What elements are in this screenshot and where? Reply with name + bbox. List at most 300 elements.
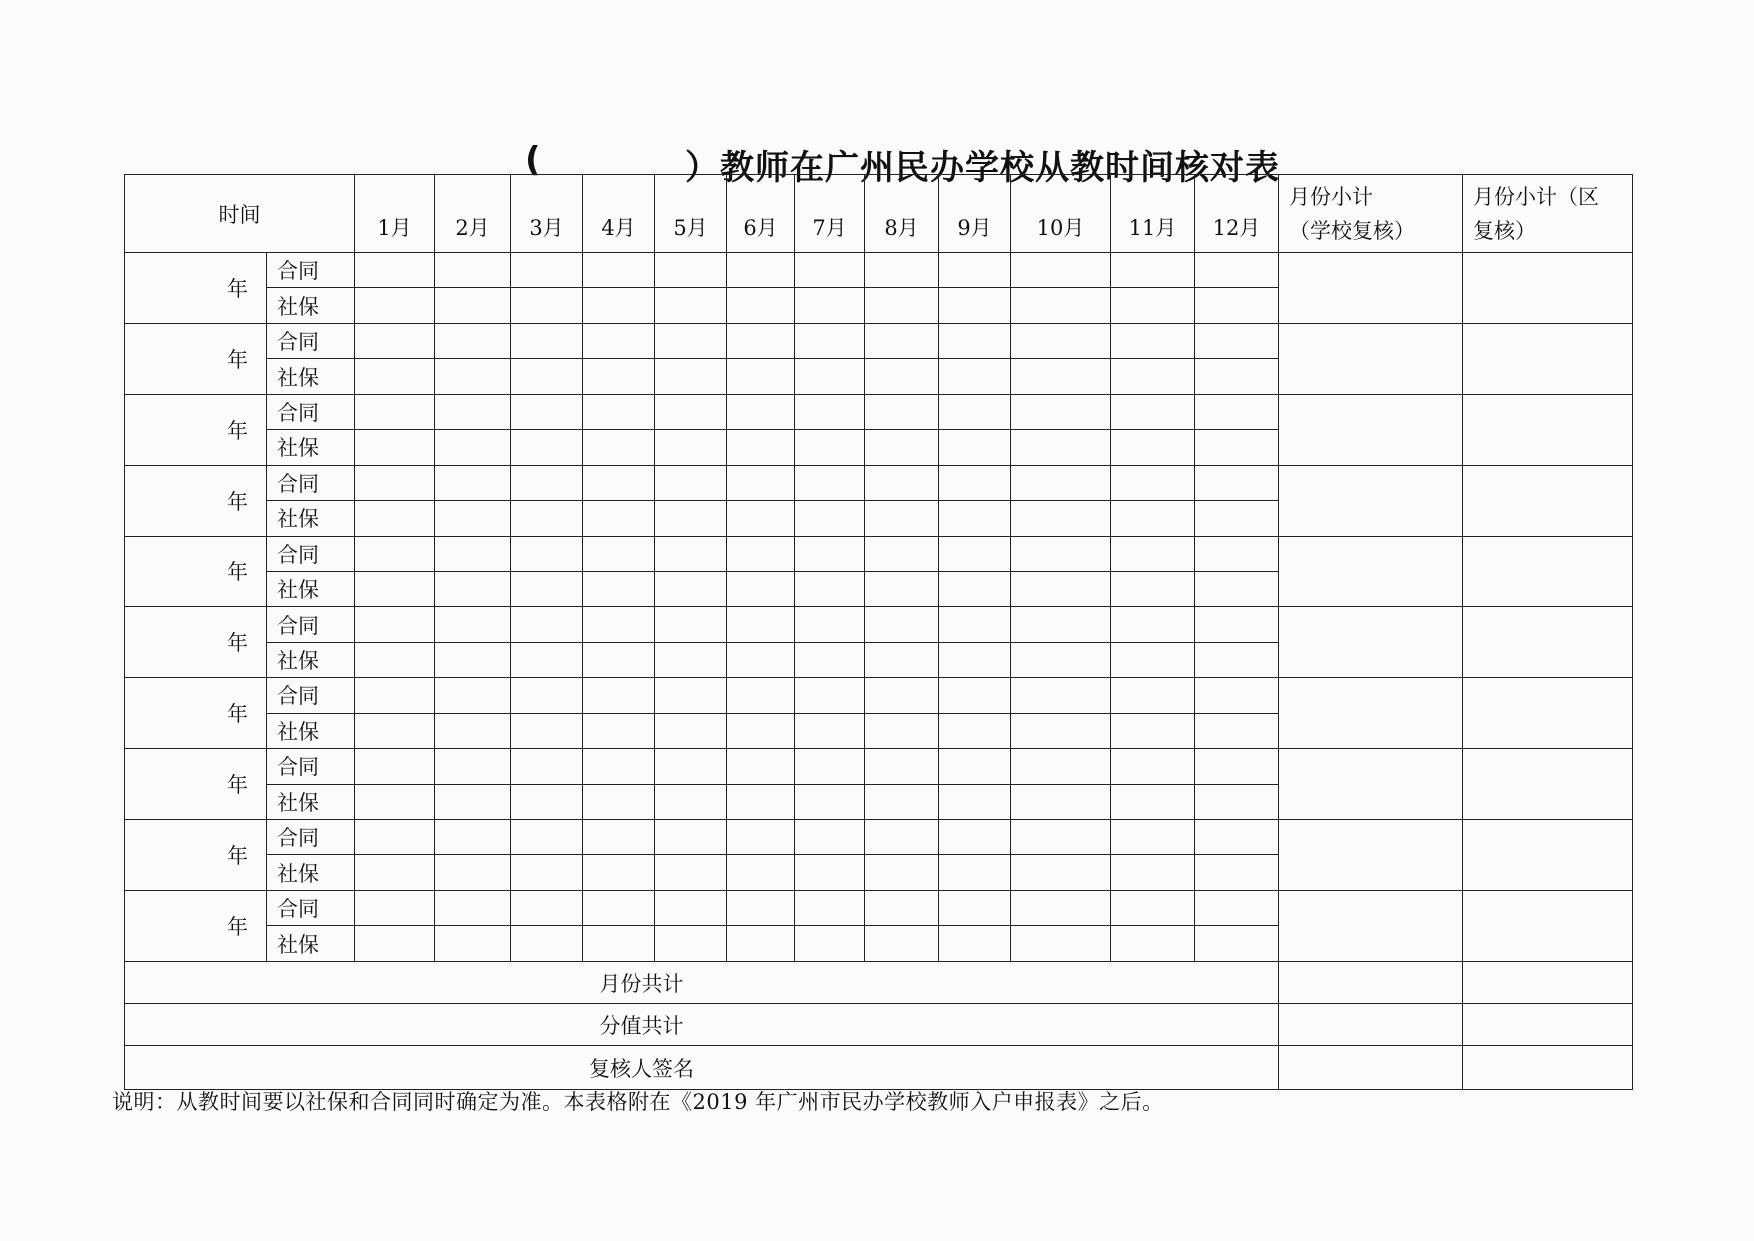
month-cell[interactable]	[727, 501, 795, 536]
month-cell[interactable]	[583, 430, 655, 465]
month-cell[interactable]	[865, 571, 939, 606]
month-cell[interactable]	[355, 642, 435, 677]
month-cell[interactable]	[355, 536, 435, 571]
subtotal-school-cell[interactable]	[1279, 820, 1463, 891]
month-cell[interactable]	[511, 430, 583, 465]
year-cell[interactable]: 年	[125, 465, 267, 536]
month-cell[interactable]	[1111, 288, 1195, 323]
month-cell[interactable]	[865, 678, 939, 713]
month-cell[interactable]	[1111, 323, 1195, 358]
month-cell[interactable]	[511, 926, 583, 962]
month-cell[interactable]	[1011, 253, 1111, 288]
month-cell[interactable]	[435, 642, 511, 677]
year-cell[interactable]: 年	[125, 678, 267, 749]
month-total-label: 月份共计	[125, 962, 1279, 1004]
subtotal-district-cell[interactable]	[1463, 394, 1633, 465]
month-cell[interactable]	[939, 501, 1011, 536]
month-cell[interactable]	[795, 571, 865, 606]
score-total-district-cell[interactable]	[1463, 1004, 1633, 1046]
month-cell[interactable]	[1195, 430, 1279, 465]
month-cell[interactable]	[655, 926, 727, 962]
month-cell[interactable]	[865, 890, 939, 925]
month-cell[interactable]	[727, 890, 795, 925]
year-cell[interactable]: 年	[125, 394, 267, 465]
month-cell[interactable]	[355, 430, 435, 465]
month-cell[interactable]	[795, 749, 865, 784]
month-cell[interactable]	[727, 323, 795, 358]
month-cell[interactable]	[655, 288, 727, 323]
month-cell[interactable]	[355, 607, 435, 642]
month-cell[interactable]	[1111, 713, 1195, 748]
month-cell[interactable]	[1195, 926, 1279, 962]
month-cell[interactable]	[795, 678, 865, 713]
month-cell[interactable]	[795, 784, 865, 819]
month-total-district-cell[interactable]	[1463, 962, 1633, 1004]
subtotal-school-line2: （学校复核）	[1289, 218, 1415, 243]
month-cell[interactable]	[865, 749, 939, 784]
month-cell[interactable]	[355, 394, 435, 429]
subtotal-school-line1: 月份小计	[1289, 184, 1373, 209]
month-cell[interactable]	[583, 536, 655, 571]
month-cell[interactable]	[435, 926, 511, 962]
month-cell[interactable]	[939, 394, 1011, 429]
subtotal-district-cell[interactable]	[1463, 465, 1633, 536]
table-row-contract	[125, 465, 1633, 500]
month-cell[interactable]	[655, 359, 727, 394]
score-total-school-cell[interactable]	[1279, 1004, 1463, 1046]
month-cell[interactable]	[727, 359, 795, 394]
month-cell[interactable]	[795, 536, 865, 571]
month-cell[interactable]	[355, 465, 435, 500]
month-cell[interactable]	[795, 713, 865, 748]
month-cell[interactable]	[865, 253, 939, 288]
month-cell[interactable]	[511, 501, 583, 536]
month-cell[interactable]	[795, 253, 865, 288]
month-cell[interactable]	[727, 607, 795, 642]
header-month: 8月	[865, 175, 939, 253]
month-cell[interactable]	[583, 890, 655, 925]
month-cell[interactable]	[435, 394, 511, 429]
score-total-label: 分值共计	[125, 1004, 1279, 1046]
month-cell[interactable]	[435, 465, 511, 500]
month-cell[interactable]	[1111, 501, 1195, 536]
month-cell[interactable]	[865, 359, 939, 394]
month-cell[interactable]	[1011, 430, 1111, 465]
month-cell[interactable]	[1195, 678, 1279, 713]
month-cell[interactable]	[939, 571, 1011, 606]
month-cell[interactable]	[727, 465, 795, 500]
month-cell[interactable]	[583, 855, 655, 890]
subtotal-school-cell[interactable]	[1279, 394, 1463, 465]
month-cell[interactable]	[583, 253, 655, 288]
month-cell[interactable]	[1195, 749, 1279, 784]
month-cell[interactable]	[795, 855, 865, 890]
month-cell[interactable]	[511, 713, 583, 748]
month-cell[interactable]	[795, 288, 865, 323]
month-cell[interactable]	[583, 607, 655, 642]
month-cell[interactable]	[939, 926, 1011, 962]
month-cell[interactable]	[1111, 571, 1195, 606]
month-cell[interactable]	[727, 571, 795, 606]
header-month: 3月	[511, 175, 583, 253]
month-cell[interactable]	[865, 465, 939, 500]
header-row	[125, 175, 1633, 253]
month-cell[interactable]	[655, 855, 727, 890]
month-cell[interactable]	[435, 571, 511, 606]
month-cell[interactable]	[1195, 465, 1279, 500]
subtotal-school-cell[interactable]	[1279, 890, 1463, 961]
month-cell[interactable]	[865, 323, 939, 358]
subtotal-school-cell[interactable]	[1279, 323, 1463, 394]
month-cell[interactable]	[655, 890, 727, 925]
month-cell[interactable]	[727, 394, 795, 429]
month-cell[interactable]	[1195, 571, 1279, 606]
month-cell[interactable]	[795, 820, 865, 855]
header-month: 5月	[655, 175, 727, 253]
row-kind-social: 社保	[267, 784, 355, 819]
year-cell[interactable]: 年	[125, 749, 267, 820]
month-cell[interactable]	[355, 678, 435, 713]
month-cell[interactable]	[355, 288, 435, 323]
subtotal-school-cell[interactable]	[1279, 253, 1463, 324]
month-cell[interactable]	[795, 394, 865, 429]
subtotal-district-cell[interactable]	[1463, 253, 1633, 324]
month-cell[interactable]	[655, 394, 727, 429]
month-cell[interactable]	[865, 926, 939, 962]
month-cell[interactable]	[1111, 855, 1195, 890]
month-cell[interactable]	[1011, 288, 1111, 323]
month-cell[interactable]	[655, 784, 727, 819]
month-cell[interactable]	[1111, 820, 1195, 855]
month-cell[interactable]	[1111, 430, 1195, 465]
month-cell[interactable]	[435, 678, 511, 713]
row-kind-contract: 合同	[267, 465, 355, 500]
month-cell[interactable]	[655, 607, 727, 642]
month-cell[interactable]	[511, 465, 583, 500]
month-cell[interactable]	[1195, 501, 1279, 536]
month-cell[interactable]	[355, 784, 435, 819]
month-cell[interactable]	[511, 253, 583, 288]
month-cell[interactable]	[795, 359, 865, 394]
month-cell[interactable]	[655, 642, 727, 677]
month-cell[interactable]	[1111, 784, 1195, 819]
month-cell[interactable]	[795, 607, 865, 642]
month-cell[interactable]	[939, 855, 1011, 890]
month-cell[interactable]	[511, 536, 583, 571]
month-cell[interactable]	[511, 820, 583, 855]
month-cell[interactable]	[939, 253, 1011, 288]
month-cell[interactable]	[939, 820, 1011, 855]
table-row-contract	[125, 749, 1633, 784]
month-cell[interactable]	[655, 713, 727, 748]
month-cell[interactable]	[1011, 465, 1111, 500]
table-body	[125, 253, 1633, 962]
month-cell[interactable]	[355, 926, 435, 962]
month-cell[interactable]	[1195, 288, 1279, 323]
month-cell[interactable]	[435, 855, 511, 890]
month-cell[interactable]	[355, 501, 435, 536]
month-cell[interactable]	[435, 430, 511, 465]
month-cell[interactable]	[865, 784, 939, 819]
month-cell[interactable]	[583, 288, 655, 323]
month-cell[interactable]	[511, 607, 583, 642]
month-cell[interactable]	[727, 678, 795, 713]
month-cell[interactable]	[435, 536, 511, 571]
month-cell[interactable]	[1111, 607, 1195, 642]
month-cell[interactable]	[1195, 713, 1279, 748]
month-cell[interactable]	[655, 749, 727, 784]
month-cell[interactable]	[1195, 642, 1279, 677]
subtotal-school-cell[interactable]	[1279, 678, 1463, 749]
month-cell[interactable]	[1195, 323, 1279, 358]
month-cell[interactable]	[511, 288, 583, 323]
month-cell[interactable]	[939, 784, 1011, 819]
month-cell[interactable]	[1011, 359, 1111, 394]
month-cell[interactable]	[1011, 536, 1111, 571]
month-cell[interactable]	[727, 749, 795, 784]
month-cell[interactable]	[939, 536, 1011, 571]
row-kind-contract: 合同	[267, 536, 355, 571]
table-row-contract	[125, 607, 1633, 642]
month-cell[interactable]	[1011, 678, 1111, 713]
month-cell[interactable]	[1011, 749, 1111, 784]
month-cell[interactable]	[1111, 642, 1195, 677]
month-cell[interactable]	[1111, 465, 1195, 500]
month-cell[interactable]	[655, 323, 727, 358]
subtotal-district-cell[interactable]	[1463, 536, 1633, 607]
month-cell[interactable]	[511, 394, 583, 429]
month-cell[interactable]	[355, 359, 435, 394]
month-cell[interactable]	[511, 855, 583, 890]
month-cell[interactable]	[939, 713, 1011, 748]
month-cell[interactable]	[511, 890, 583, 925]
month-cell[interactable]	[435, 501, 511, 536]
month-cell[interactable]	[1195, 607, 1279, 642]
year-cell[interactable]: 年	[125, 820, 267, 891]
month-cell[interactable]	[1011, 820, 1111, 855]
month-cell[interactable]	[511, 749, 583, 784]
month-cell[interactable]	[435, 323, 511, 358]
month-cell[interactable]	[1011, 501, 1111, 536]
month-cell[interactable]	[1011, 323, 1111, 358]
month-cell[interactable]	[511, 784, 583, 819]
month-cell[interactable]	[1111, 359, 1195, 394]
month-cell[interactable]	[1011, 784, 1111, 819]
month-cell[interactable]	[655, 501, 727, 536]
header-time: 时间	[125, 175, 355, 253]
month-cell[interactable]	[795, 501, 865, 536]
month-cell[interactable]	[583, 926, 655, 962]
year-cell[interactable]: 年	[125, 607, 267, 678]
month-cell[interactable]	[795, 926, 865, 962]
subtotal-district-cell[interactable]	[1463, 323, 1633, 394]
month-cell[interactable]	[795, 430, 865, 465]
month-cell[interactable]	[939, 430, 1011, 465]
subtotal-district-cell[interactable]	[1463, 890, 1633, 961]
month-cell[interactable]	[435, 749, 511, 784]
month-cell[interactable]	[939, 288, 1011, 323]
year-cell[interactable]: 年	[125, 536, 267, 607]
month-cell[interactable]	[1195, 394, 1279, 429]
month-cell[interactable]	[939, 642, 1011, 677]
subtotal-school-cell[interactable]	[1279, 536, 1463, 607]
month-cell[interactable]	[727, 536, 795, 571]
header-month: 4月	[583, 175, 655, 253]
subtotal-district-cell[interactable]	[1463, 749, 1633, 820]
month-cell[interactable]	[1011, 642, 1111, 677]
subtotal-district-cell[interactable]	[1463, 678, 1633, 749]
month-cell[interactable]	[511, 323, 583, 358]
month-cell[interactable]	[583, 571, 655, 606]
month-cell[interactable]	[939, 323, 1011, 358]
month-cell[interactable]	[727, 820, 795, 855]
month-cell[interactable]	[583, 465, 655, 500]
month-cell[interactable]	[865, 430, 939, 465]
month-cell[interactable]	[1111, 678, 1195, 713]
row-kind-contract: 合同	[267, 749, 355, 784]
month-cell[interactable]	[939, 359, 1011, 394]
month-cell[interactable]	[1011, 394, 1111, 429]
month-cell[interactable]	[939, 749, 1011, 784]
month-cell[interactable]	[865, 394, 939, 429]
table-row-contract	[125, 890, 1633, 925]
month-cell[interactable]	[795, 465, 865, 500]
month-cell[interactable]	[939, 678, 1011, 713]
year-cell[interactable]: 年	[125, 890, 267, 961]
header-subtotal-district	[1463, 175, 1633, 253]
month-cell[interactable]	[1195, 359, 1279, 394]
month-cell[interactable]	[727, 855, 795, 890]
month-cell[interactable]	[583, 820, 655, 855]
month-cell[interactable]	[865, 536, 939, 571]
month-cell[interactable]	[583, 359, 655, 394]
month-cell[interactable]	[511, 359, 583, 394]
month-cell[interactable]	[583, 784, 655, 819]
month-cell[interactable]	[435, 820, 511, 855]
month-cell[interactable]	[435, 359, 511, 394]
month-cell[interactable]	[355, 855, 435, 890]
month-cell[interactable]	[1195, 784, 1279, 819]
month-cell[interactable]	[1011, 571, 1111, 606]
month-cell[interactable]	[865, 607, 939, 642]
year-cell[interactable]: 年	[125, 253, 267, 324]
month-cell[interactable]	[583, 642, 655, 677]
month-cell[interactable]	[1195, 855, 1279, 890]
month-cell[interactable]	[355, 713, 435, 748]
subtotal-school-cell[interactable]	[1279, 607, 1463, 678]
month-cell[interactable]	[1111, 926, 1195, 962]
month-cell[interactable]	[1011, 607, 1111, 642]
month-cell[interactable]	[355, 323, 435, 358]
month-cell[interactable]	[655, 430, 727, 465]
month-cell[interactable]	[511, 571, 583, 606]
month-cell[interactable]	[939, 465, 1011, 500]
month-cell[interactable]	[655, 571, 727, 606]
subtotal-school-cell[interactable]	[1279, 749, 1463, 820]
month-cell[interactable]	[795, 323, 865, 358]
month-cell[interactable]	[795, 642, 865, 677]
month-cell[interactable]	[865, 713, 939, 748]
month-cell[interactable]	[727, 288, 795, 323]
month-cell[interactable]	[583, 323, 655, 358]
month-cell[interactable]	[1195, 253, 1279, 288]
month-cell[interactable]	[727, 784, 795, 819]
month-cell[interactable]	[1111, 749, 1195, 784]
year-cell[interactable]: 年	[125, 323, 267, 394]
month-cell[interactable]	[1011, 890, 1111, 925]
month-cell[interactable]	[435, 784, 511, 819]
table-row-contract	[125, 678, 1633, 713]
month-cell[interactable]	[511, 642, 583, 677]
month-cell[interactable]	[655, 465, 727, 500]
month-cell[interactable]	[435, 288, 511, 323]
subtotal-district-cell[interactable]	[1463, 820, 1633, 891]
month-cell[interactable]	[727, 642, 795, 677]
subtotal-district-cell[interactable]	[1463, 607, 1633, 678]
month-cell[interactable]	[355, 749, 435, 784]
signature-district-cell[interactable]	[1463, 1046, 1633, 1090]
month-cell[interactable]	[1111, 253, 1195, 288]
month-cell[interactable]	[1011, 713, 1111, 748]
month-cell[interactable]	[795, 890, 865, 925]
month-cell[interactable]	[727, 253, 795, 288]
month-cell[interactable]	[865, 855, 939, 890]
month-cell[interactable]	[583, 749, 655, 784]
month-cell[interactable]	[1011, 926, 1111, 962]
month-cell[interactable]	[727, 430, 795, 465]
month-cell[interactable]	[435, 607, 511, 642]
subtotal-school-cell[interactable]	[1279, 465, 1463, 536]
month-cell[interactable]	[727, 926, 795, 962]
month-cell[interactable]	[1111, 536, 1195, 571]
month-cell[interactable]	[655, 536, 727, 571]
month-cell[interactable]	[1195, 536, 1279, 571]
month-cell[interactable]	[1011, 855, 1111, 890]
month-cell[interactable]	[865, 820, 939, 855]
month-cell[interactable]	[655, 253, 727, 288]
month-cell[interactable]	[1195, 890, 1279, 925]
month-cell[interactable]	[583, 394, 655, 429]
title-open-paren: (	[525, 140, 542, 180]
month-cell[interactable]	[355, 820, 435, 855]
month-cell[interactable]	[435, 253, 511, 288]
month-cell[interactable]	[355, 890, 435, 925]
month-cell[interactable]	[511, 678, 583, 713]
month-cell[interactable]	[865, 642, 939, 677]
month-cell[interactable]	[939, 607, 1011, 642]
month-cell[interactable]	[1111, 890, 1195, 925]
month-cell[interactable]	[865, 288, 939, 323]
month-cell[interactable]	[1111, 394, 1195, 429]
month-cell[interactable]	[583, 713, 655, 748]
month-cell[interactable]	[583, 678, 655, 713]
month-cell[interactable]	[865, 501, 939, 536]
month-cell[interactable]	[355, 253, 435, 288]
month-total-school-cell[interactable]	[1279, 962, 1463, 1004]
month-cell[interactable]	[727, 713, 795, 748]
month-cell[interactable]	[583, 501, 655, 536]
month-cell[interactable]	[435, 890, 511, 925]
header-subtotal-school	[1279, 175, 1463, 253]
month-cell[interactable]	[655, 678, 727, 713]
month-cell[interactable]	[435, 713, 511, 748]
signature-school-cell[interactable]	[1279, 1046, 1463, 1090]
month-cell[interactable]	[1195, 820, 1279, 855]
row-kind-social: 社保	[267, 855, 355, 890]
month-cell[interactable]	[655, 820, 727, 855]
month-cell[interactable]	[939, 890, 1011, 925]
month-cell[interactable]	[355, 571, 435, 606]
